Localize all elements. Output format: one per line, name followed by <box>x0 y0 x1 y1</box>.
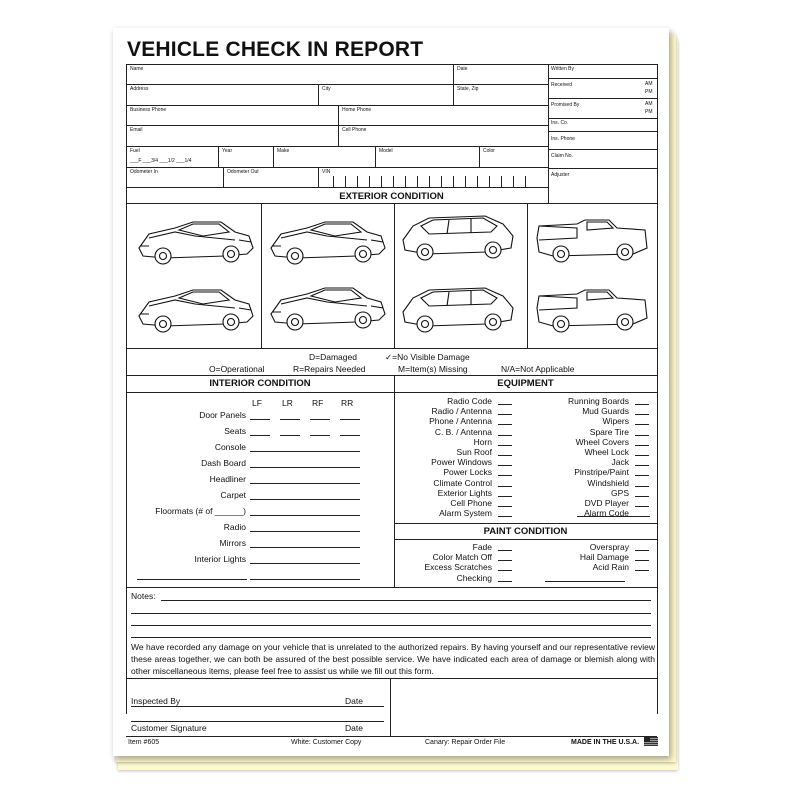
equipment-right-item: Wheel Covers <box>575 436 629 447</box>
footer-item-number: Item #605 <box>128 739 160 746</box>
equipment-blank[interactable] <box>498 455 512 456</box>
equipment-blank[interactable] <box>635 465 649 466</box>
paint-blank[interactable] <box>498 581 512 582</box>
equipment-blank[interactable] <box>498 475 512 476</box>
equipment-blank[interactable] <box>635 404 649 405</box>
interior-col-lf: LF <box>252 398 262 408</box>
paint-left-item: Color Match Off <box>432 552 492 563</box>
equipment-left-item: Phone / Antenna <box>429 416 492 427</box>
interior-blank[interactable] <box>250 547 360 548</box>
fuel-label: Fuel <box>130 148 140 154</box>
received-pm: PM <box>645 89 653 95</box>
interior-blank[interactable] <box>250 499 360 500</box>
paint-left-item: Fade <box>472 542 492 552</box>
disclaimer-text: We have recorded any damage on your vehicle that is unrelated to the authorized repairs. By having yourself and our representative review these areas together, we can both be assured of the best possible service. We have indicated each area of damage or blemish along with other miscellaneous items, please feel free to assist us while we fill out this form. <box>131 642 655 676</box>
equipment-blank[interactable] <box>635 455 649 456</box>
equipment-right-item: Spare Tire <box>589 426 629 437</box>
year-label: Year <box>222 148 233 154</box>
equipment-right-item: Mud Guards <box>582 406 629 417</box>
name-label: Name <box>130 66 144 72</box>
equipment-blank[interactable] <box>635 445 649 446</box>
make-label: Make <box>277 148 290 154</box>
city-label: City <box>322 86 331 92</box>
car-sedan-coupe-2 <box>139 290 253 332</box>
car-minivan-1 <box>403 216 513 260</box>
interior-item-label: Floormats (# of ______) <box>155 506 246 516</box>
interior-blank[interactable] <box>250 419 270 420</box>
footer-made-in: MADE IN THE U.S.A. <box>571 739 640 746</box>
interior-blank[interactable] <box>250 515 360 516</box>
inspected-date-label: Date <box>345 696 363 706</box>
equipment-left-item: Alarm System <box>439 508 492 519</box>
color-label: Color <box>483 148 495 154</box>
model-label: Model <box>379 148 393 154</box>
equipment-right-item: Wheel Lock <box>584 447 629 457</box>
equipment-blank[interactable] <box>635 486 649 487</box>
footer-canary-copy: Canary: Repair Order File <box>425 739 506 746</box>
interior-item-label: Dash Board <box>201 458 246 468</box>
equipment-right-item: Windshield <box>587 477 629 488</box>
equipment-left-item: Climate Control <box>433 477 492 488</box>
check-in-form <box>113 28 669 756</box>
paint-blank[interactable] <box>498 570 512 571</box>
paint-blank[interactable] <box>498 550 512 551</box>
equipment-blank[interactable] <box>498 486 512 487</box>
paint-blank[interactable] <box>498 560 512 561</box>
interior-blank[interactable] <box>280 435 300 436</box>
cell-phone-label: Cell Phone <box>342 127 367 133</box>
equipment-blank[interactable] <box>498 506 512 507</box>
equipment-left-item: Cell Phone <box>450 498 492 508</box>
equipment-left-item: Radio Code <box>447 396 492 406</box>
car-sedan-2 <box>271 288 385 330</box>
equipment-left-item: Exterior Lights <box>437 487 492 498</box>
interior-blank[interactable] <box>250 435 270 436</box>
equipment-blank[interactable] <box>635 506 649 507</box>
equipment-blank[interactable] <box>498 435 512 436</box>
interior-blank[interactable] <box>250 483 360 484</box>
car-minivan-2 <box>403 288 513 332</box>
odometer-in-label: Odometer In <box>130 169 158 175</box>
vin-label: VIN <box>322 169 331 175</box>
paint-blank[interactable] <box>545 581 625 582</box>
interior-col-rr: RR <box>341 398 354 408</box>
interior-blank[interactable] <box>250 531 360 532</box>
state-zip-label: State, Zip <box>457 86 479 92</box>
equipment-right-item: Wipers <box>602 416 629 427</box>
date-label: Date <box>457 66 468 72</box>
footer-white-copy: White: Customer Copy <box>291 739 362 746</box>
usa-flag-icon <box>644 737 658 746</box>
paint-right-item: Acid Rain <box>592 562 629 573</box>
equipment-blank[interactable] <box>635 496 649 497</box>
adjuster-label: Adjuster <box>551 172 570 178</box>
equipment-blank[interactable] <box>635 435 649 436</box>
legend-repairs: R=Repairs Needed <box>293 364 366 374</box>
inspected-by-label: Inspected By <box>131 696 181 706</box>
equipment-blank[interactable] <box>498 414 512 415</box>
equipment-left-item: Power Windows <box>431 457 492 468</box>
equipment-heading: EQUIPMENT <box>497 378 554 389</box>
interior-blank[interactable] <box>340 435 360 436</box>
equipment-blank[interactable] <box>635 475 649 476</box>
interior-item-label: Radio <box>223 522 246 532</box>
paint-blank[interactable] <box>635 560 649 561</box>
legend-missing: M=Item(s) Missing <box>398 364 468 374</box>
equipment-blank[interactable] <box>498 465 512 466</box>
legend-operational: O=Operational <box>209 364 265 374</box>
ins-phone-label: Ins. Phone <box>551 136 575 142</box>
car-sedan-coupe-1 <box>139 222 253 264</box>
car-pickup-2 <box>537 290 647 332</box>
signature-date-label: Date <box>345 723 363 733</box>
paint-right-item: Hail Damage <box>579 552 629 563</box>
equipment-right-item: Jack <box>611 457 629 468</box>
paint-blank[interactable] <box>635 570 649 571</box>
paint-left-item: Checking <box>456 572 492 583</box>
car-pickup-1 <box>537 220 647 262</box>
interior-blank[interactable] <box>280 419 300 420</box>
equipment-blank[interactable] <box>635 414 649 415</box>
exterior-car-diagrams <box>127 204 657 347</box>
legend-damaged: D=Damaged <box>309 352 357 362</box>
interior-item-label: Carpet <box>220 490 246 500</box>
paint-right-item: Overspray <box>589 542 629 552</box>
fuel-scale: ___F ___3/4 ___1/2 ___1/4 <box>130 158 192 164</box>
email-label: Email <box>130 127 143 133</box>
interior-col-lr: LR <box>282 398 293 408</box>
car-sedan-1 <box>271 222 385 264</box>
alarm-code-blank[interactable] <box>577 516 650 517</box>
equipment-right-item: DVD Player <box>584 498 629 508</box>
equipment-blank[interactable] <box>498 516 512 517</box>
home-phone-label: Home Phone <box>342 107 372 113</box>
equipment-left-item: Radio / Antenna <box>431 406 492 417</box>
promised-pm: PM <box>645 109 653 115</box>
interior-blank[interactable] <box>310 435 330 436</box>
equipment-blank[interactable] <box>498 404 512 405</box>
equipment-left-item: Sun Roof <box>456 447 492 457</box>
interior-blank[interactable] <box>340 419 360 420</box>
legend-na: N/A=Not Applicable <box>501 364 575 374</box>
equipment-blank[interactable] <box>498 445 512 446</box>
form-title: VEHICLE CHECK IN REPORT <box>127 38 424 61</box>
equipment-right-item: Running Boards <box>568 396 629 406</box>
interior-item-label: Seats <box>224 426 246 436</box>
equipment-left-item: Horn <box>473 436 492 447</box>
equipment-right-item: GPS <box>611 487 629 498</box>
written-by-label: Written By <box>551 66 574 72</box>
odometer-out-label: Odometer Out <box>227 169 259 175</box>
equipment-right-item: Alarm Code <box>584 508 629 519</box>
interior-item-label: Interior Lights <box>194 554 246 564</box>
promised-by-label: Promised By <box>551 102 580 108</box>
interior-col-rf: RF <box>312 398 324 408</box>
address-label: Address <box>130 86 149 92</box>
interior-blank[interactable] <box>137 579 247 580</box>
paint-heading: PAINT CONDITION <box>483 526 568 537</box>
received-am: AM <box>645 81 653 87</box>
interior-heading: INTERIOR CONDITION <box>209 378 311 389</box>
paint-left-item: Excess Scratches <box>424 562 492 573</box>
interior-item-label: Mirrors <box>219 538 246 548</box>
interior-blank[interactable] <box>250 467 360 468</box>
interior-blank[interactable] <box>310 419 330 420</box>
notes-label: Notes: <box>131 591 156 601</box>
interior-blank[interactable] <box>250 579 360 580</box>
claim-no-label: Claim No. <box>551 153 573 159</box>
equipment-blank[interactable] <box>498 424 512 425</box>
promised-am: AM <box>645 101 653 107</box>
exterior-heading: EXTERIOR CONDITION <box>339 191 444 202</box>
customer-signature-label: Customer Signature <box>131 723 207 733</box>
ins-co-label: Ins. Co. <box>551 120 569 126</box>
interior-item-label: Headliner <box>209 474 246 484</box>
business-phone-label: Business Phone <box>130 107 167 113</box>
interior-blank[interactable] <box>250 563 360 564</box>
legend-no-damage: ✓=No Visible Damage <box>385 352 470 362</box>
equipment-left-item: C. B. / Antenna <box>434 426 492 437</box>
interior-blank[interactable] <box>250 451 360 452</box>
received-label: Received <box>551 82 572 88</box>
interior-item-label: Console <box>214 442 246 452</box>
equipment-left-item: Power Locks <box>443 467 492 478</box>
interior-item-label: Door Panels <box>199 410 246 420</box>
equipment-blank[interactable] <box>498 496 512 497</box>
equipment-right-item: Pinstripe/Paint <box>574 467 629 478</box>
equipment-blank[interactable] <box>635 424 649 425</box>
paint-blank[interactable] <box>635 550 649 551</box>
